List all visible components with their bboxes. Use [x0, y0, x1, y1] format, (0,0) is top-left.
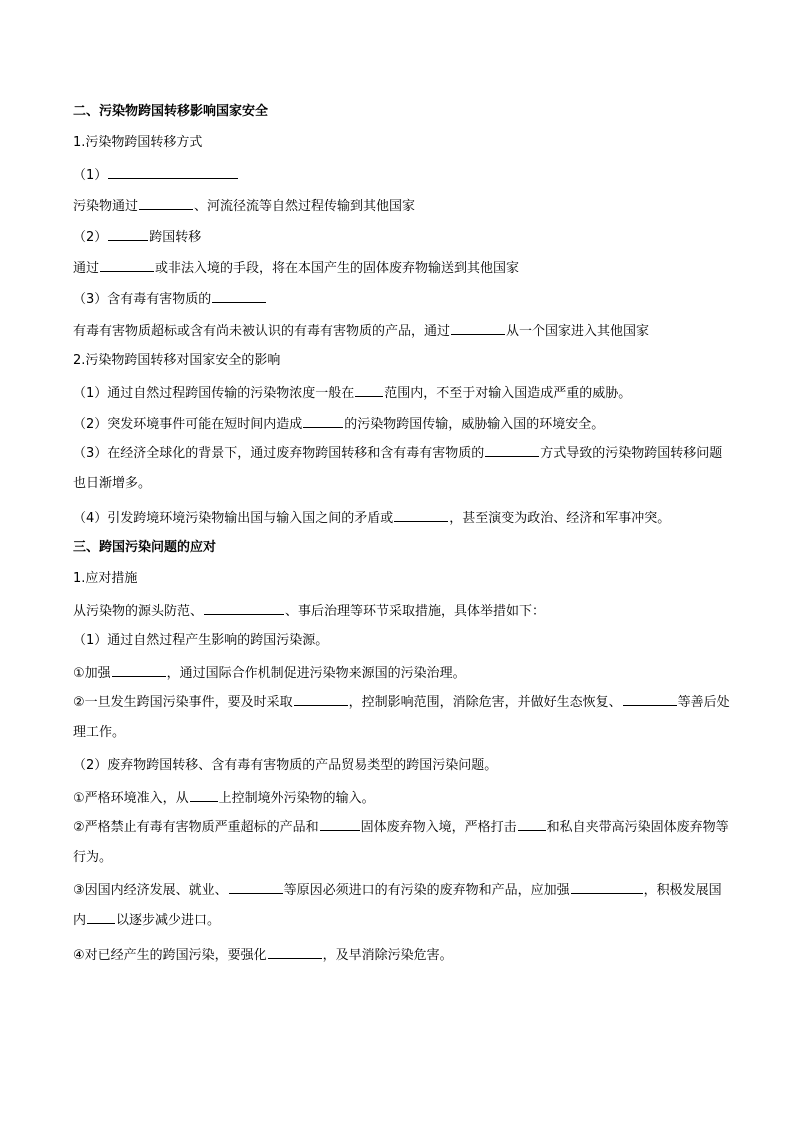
measure-2-2: ②严格禁止有毒有害物质严重超标的产品和 固体废弃物入境，严格打击 和私自夹带高污染固体废弃物等行为。: [73, 813, 733, 873]
section-2-title: 二、污染物跨国转移影响国家安全: [73, 104, 269, 119]
fill-blank[interactable]: [355, 382, 383, 397]
impact-4: （4）引发跨境环境污染物输出国与输入国之间的矛盾或 ，甚至演变为政治、经济和军事冲突。: [73, 507, 733, 529]
fill-blank[interactable]: [623, 691, 677, 706]
impact-3: （3）在经济全球化的背景下，通过废弃物跨国转移和含有毒有害物质的 方式导致的污染物跨国转移问题也日渐增多。: [73, 439, 733, 499]
fill-blank[interactable]: [139, 195, 193, 210]
measure-1-1: ①加强 ，通过国际合作机制促进污染物来源国的污染治理。: [73, 662, 733, 684]
fill-blank[interactable]: [204, 600, 284, 615]
section-2-sub-2: 2.污染物跨国转移对国家安全的影响: [73, 353, 281, 368]
fill-blank[interactable]: [108, 164, 238, 179]
fill-blank[interactable]: [485, 442, 539, 457]
fill-blank[interactable]: [451, 320, 505, 335]
measures-intro: 从污染物的源头防范、 、事后治理等环节采取措施，具体举措如下：: [73, 600, 733, 622]
method-3: （3）含有毒有害物质的: [73, 288, 733, 310]
measure-2-3: ③因国内经济发展、就业、 等原因必须进口的有污染的废弃物和产品，应加强 ，积极发展国内 以逐步减少进口。: [73, 876, 733, 936]
fill-blank[interactable]: [229, 879, 283, 894]
fill-blank[interactable]: [212, 288, 266, 303]
impact-1: （1）通过自然过程跨国传输的污染物浓度一般在 范围内，不至于对输入国造成严重的威胁。: [73, 382, 733, 404]
measure-group-2: （2）废弃物跨国转移、含有毒有害物质的产品贸易类型的跨国污染问题。: [73, 758, 498, 773]
method-3-desc: 有毒有害物质超标或含有尚未被认识的有毒有害物质的产品，通过 从一个国家进入其他国家: [73, 320, 733, 342]
method-2-desc: 通过 或非法入境的手段，将在本国产生的固体废弃物输送到其他国家: [73, 257, 733, 279]
fill-blank[interactable]: [320, 816, 360, 831]
section-2-sub-1: 1.污染物跨国转移方式: [73, 135, 203, 150]
fill-blank[interactable]: [108, 226, 148, 241]
impact-2: （2）突发环境事件可能在短时间内造成 的污染物跨国传输，威胁输入国的环境安全。: [73, 413, 733, 435]
method-1: （1）: [73, 164, 733, 186]
fill-blank[interactable]: [303, 413, 343, 428]
fill-blank[interactable]: [518, 816, 546, 831]
fill-blank[interactable]: [100, 257, 154, 272]
section-3-sub-1: 1.应对措施: [73, 571, 138, 586]
method-1-desc: 污染物通过 、河流径流等自然过程传输到其他国家: [73, 195, 733, 217]
fill-blank[interactable]: [268, 944, 322, 959]
measure-2-1: ①严格环境准入，从 上控制境外污染物的输入。: [73, 787, 733, 809]
measure-2-4: ④对已经产生的跨国污染，要强化 ，及早消除污染危害。: [73, 944, 733, 966]
method-2: （2） 跨国转移: [73, 226, 733, 248]
fill-blank[interactable]: [112, 662, 166, 677]
measure-1-2: ②一旦发生跨国污染事件，要及时采取 ，控制影响范围，消除危害，并做好生态恢复、 等善后处理工作。: [73, 688, 733, 748]
fill-blank[interactable]: [394, 507, 448, 522]
fill-blank[interactable]: [87, 909, 115, 924]
fill-blank[interactable]: [294, 691, 348, 706]
fill-blank[interactable]: [190, 787, 218, 802]
fill-blank[interactable]: [571, 879, 643, 894]
measure-group-1: （1）通过自然过程产生影响的跨国污染源。: [73, 633, 329, 648]
section-3-title: 三、跨国污染问题的应对: [73, 540, 217, 555]
